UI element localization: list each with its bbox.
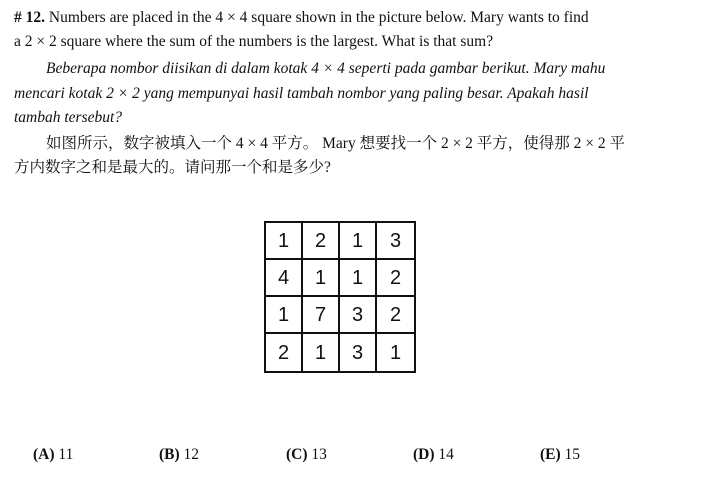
problem-malay-line-1: Beberapa nombor diisikan di dalam kotak 4 × 4 seperti pada gambar berikut. Mary mahu [46, 60, 606, 77]
problem-malay-line-3: tambah tersebut? [14, 109, 123, 126]
grid-cell: 2 [377, 297, 414, 334]
grid-cell: 3 [340, 334, 377, 371]
answer-choice-d-letter: (D) [413, 446, 435, 463]
grid-cell: 1 [340, 260, 377, 297]
problem-chinese-line-2: 方内数字之和是最大的。请问那一个和是多少? [14, 159, 331, 176]
answer-choice-e[interactable] [540, 445, 580, 465]
grid-cell: 1 [266, 297, 303, 334]
problem-english-text-1: Numbers are placed in the 4 × 4 square shown in the picture below. Mary wants to find [48, 9, 589, 26]
problem-english-line-2: a 2 × 2 square where the sum of the numbers is the largest. What is that sum? [14, 33, 494, 50]
answer-choice-c-letter: (C) [286, 446, 308, 463]
grid-cell: 1 [266, 223, 303, 260]
answer-choice-a-value: 11 [58, 446, 74, 463]
grid-cell: 2 [266, 334, 303, 371]
grid-cell: 3 [340, 297, 377, 334]
answer-choice-b-value: 12 [183, 446, 200, 463]
answer-choice-c-value: 13 [311, 446, 327, 463]
answer-choice-d[interactable] [413, 445, 454, 465]
grid-cell: 2 [377, 260, 414, 297]
answer-choice-b-letter: (B) [159, 446, 180, 463]
answer-choice-e-letter: (E) [540, 446, 561, 463]
grid-cell: 1 [389, 341, 402, 364]
answer-choice-d-value: 14 [438, 446, 454, 463]
problem-english-line-1 [14, 8, 589, 28]
grid-cell: 1 [340, 223, 377, 260]
number-grid [264, 221, 416, 373]
answer-choice-e-value: 15 [564, 446, 581, 463]
problem-number: # 12. [14, 9, 45, 26]
grid-cell: 3 [377, 223, 414, 260]
grid-cell: 7 [303, 297, 340, 334]
answer-choice-b[interactable] [159, 445, 199, 465]
answer-choice-c[interactable] [286, 445, 327, 465]
answer-choice-a-letter: (A) [33, 446, 55, 463]
problem-malay-line-2: mencari kotak 2 × 2 yang mempunyai hasil tambah nombor yang paling besar. Apakah hasil [14, 85, 589, 102]
answer-choice-a[interactable] [33, 445, 73, 465]
grid-cell: 1 [303, 260, 340, 297]
grid-cell: 2 [303, 223, 340, 260]
grid-cell: 4 [266, 260, 303, 297]
grid-cell: 1 [303, 334, 340, 371]
problem-chinese-line-1: 如图所示，数字被填入一个 4 × 4 平方。 Mary 想要找一个 2 × 2 平方，使得那 2 × 2 平 [46, 135, 626, 152]
